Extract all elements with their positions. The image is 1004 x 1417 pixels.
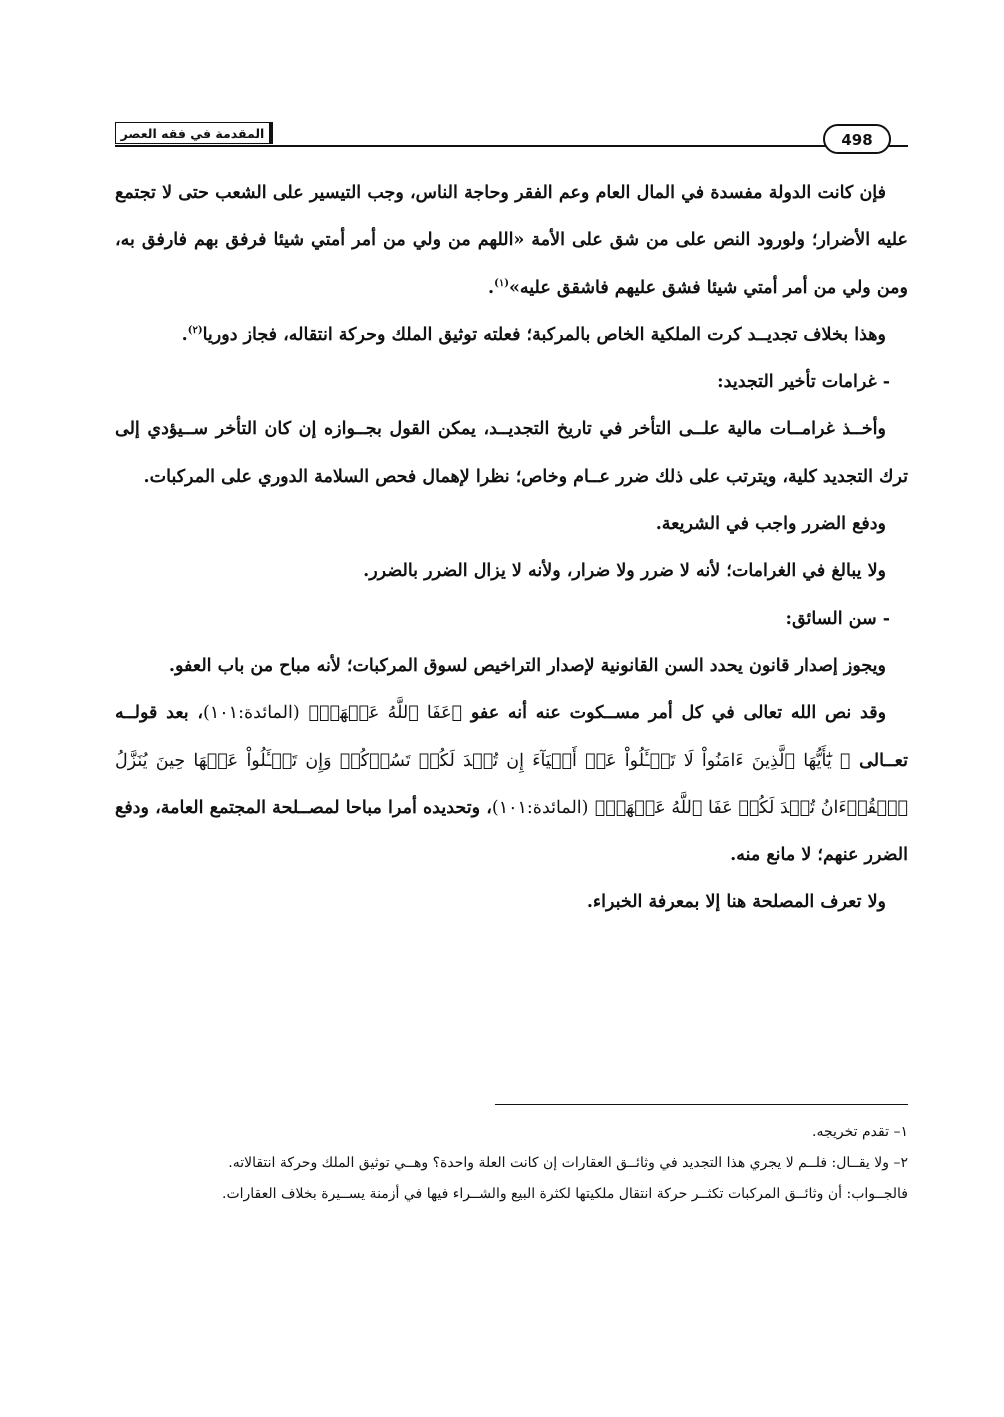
footnote-1: ١– تقدم تخريجه. [812,1124,908,1140]
quran-quote-1: ﴿عَفَا ٱللَّهُ عَنۡهَاۗ﴾ [308,703,463,724]
section-heading-late-fees: - غرامات تأخير التجديد: [717,372,890,393]
paragraph-3: وأخــذ غرامــات مالية علــى التأخر في تاريخ التجديــد، يمكن القول بجــوازه إن كان التأخر ســيؤدي إلى ترك التجديد كلية، ويترتب على ذلك ضرر عــام وخاص؛ نظرا لإهمال فحص السلامة الدوري على المركبات. [115,419,908,487]
paragraph-7-part-a: وقد نص الله تعالى في كل أمر مســكوت عنه أنه عفو [470,703,887,724]
footnote-ref-1: (١) [494,277,509,289]
paragraph-1-end: . [488,277,495,298]
paragraph-8: ولا تعرف المصلحة هنا إلا بمعرفة الخبراء. [586,892,886,913]
footnote-2: ٢– ولا يقــال: فلــم لا يجري هذا التجديد في وثائــق العقارات إن كانت العلة واحدة؟ وهــي توثيق الملك وحركة انتقالاته. [228,1155,908,1171]
main-text [115,170,908,927]
section-heading-driver-age: - سن السائق: [785,608,890,629]
running-title: المقدمة في فقه العصر [115,122,273,144]
footnote-2-continued: فالجــواب: أن وثائــق المركبات تكثــر حركة انتقال ملكيتها لكثرة البيع والشــراء فيها في أزمنة يســيرة بخلاف العقارات. [222,1186,908,1202]
paragraph-2-end: . [181,324,188,345]
paragraph-6: ويجوز إصدار قانون يحدد السن القانونية لإصدار التراخيص لسوق المركبات؛ لأنه مباح من باب العفو. [168,655,886,676]
paragraph-2-text: وهذا بخلاف تجديــد كرت الملكية الخاص بالمركبة؛ فعلته توثيق الملك وحركة انتقاله، فجاز دوريا [202,324,886,345]
paragraph-1-text: فإن كانت الدولة مفسدة في المال العام وعم الفقر وحاجة الناس، وجب التيسير على الشعب حتى لا تجتمع عليه الأضرار؛ ولورود النص على من شق على الأمة «اللهم من ولي من أمر أمتي شيئا فرفق بهم فارفق به، ومن ولي من أمر أمتي شيئا فشق عليهم فاشقق عليه» [115,183,908,298]
page-header [115,118,908,152]
paragraph-7-part-b: ، بعد قولــه تعــالى [115,703,908,771]
paragraph-2 [115,312,908,359]
quran-reference-1: (المائدة:١٠١) [203,703,300,724]
paragraph-5: ولا يبالغ في الغرامات؛ لأنه لا ضرر ولا ضرار، ولأنه لا يزال الضرر بالضرر. [363,561,886,582]
footnote-ref-2: (٢) [187,325,203,337]
header-rule [115,145,908,147]
footnote-separator [495,1104,908,1105]
paragraph-4: ودفع الضرر واجب في الشريعة. [655,514,886,535]
paragraph-7-part-c: ، وتحديده أمرا مباحا لمصــلحة المجتمع العامة، ودفع الضرر عنهم؛ لا مانع منه. [115,797,908,866]
paragraph-1 [115,170,908,312]
quran-reference-2: (المائدة:١٠١) [491,797,589,818]
page-number: 498 [823,124,891,154]
paragraph-7 [115,690,908,879]
footnotes [115,1118,908,1211]
quran-quote-2: ﴿ يَٰٓأَيُّهَا ٱلَّذِينَ ءَامَنُواْ لَا تَسۡـَٔلُواْ عَنۡ أَشۡيَآءَ إِن تُبۡدَ لَكُمۡ تَسُؤۡكُمۡ وَإِن تَسۡـَٔلُواْ عَنۡهَا حِينَ يُنَزَّلُ ٱلۡقُرۡءَانُ تُبۡدَ لَكُمۡ عَفَا ٱللَّهُ عَنۡهَاۗ﴾ [115,750,908,818]
